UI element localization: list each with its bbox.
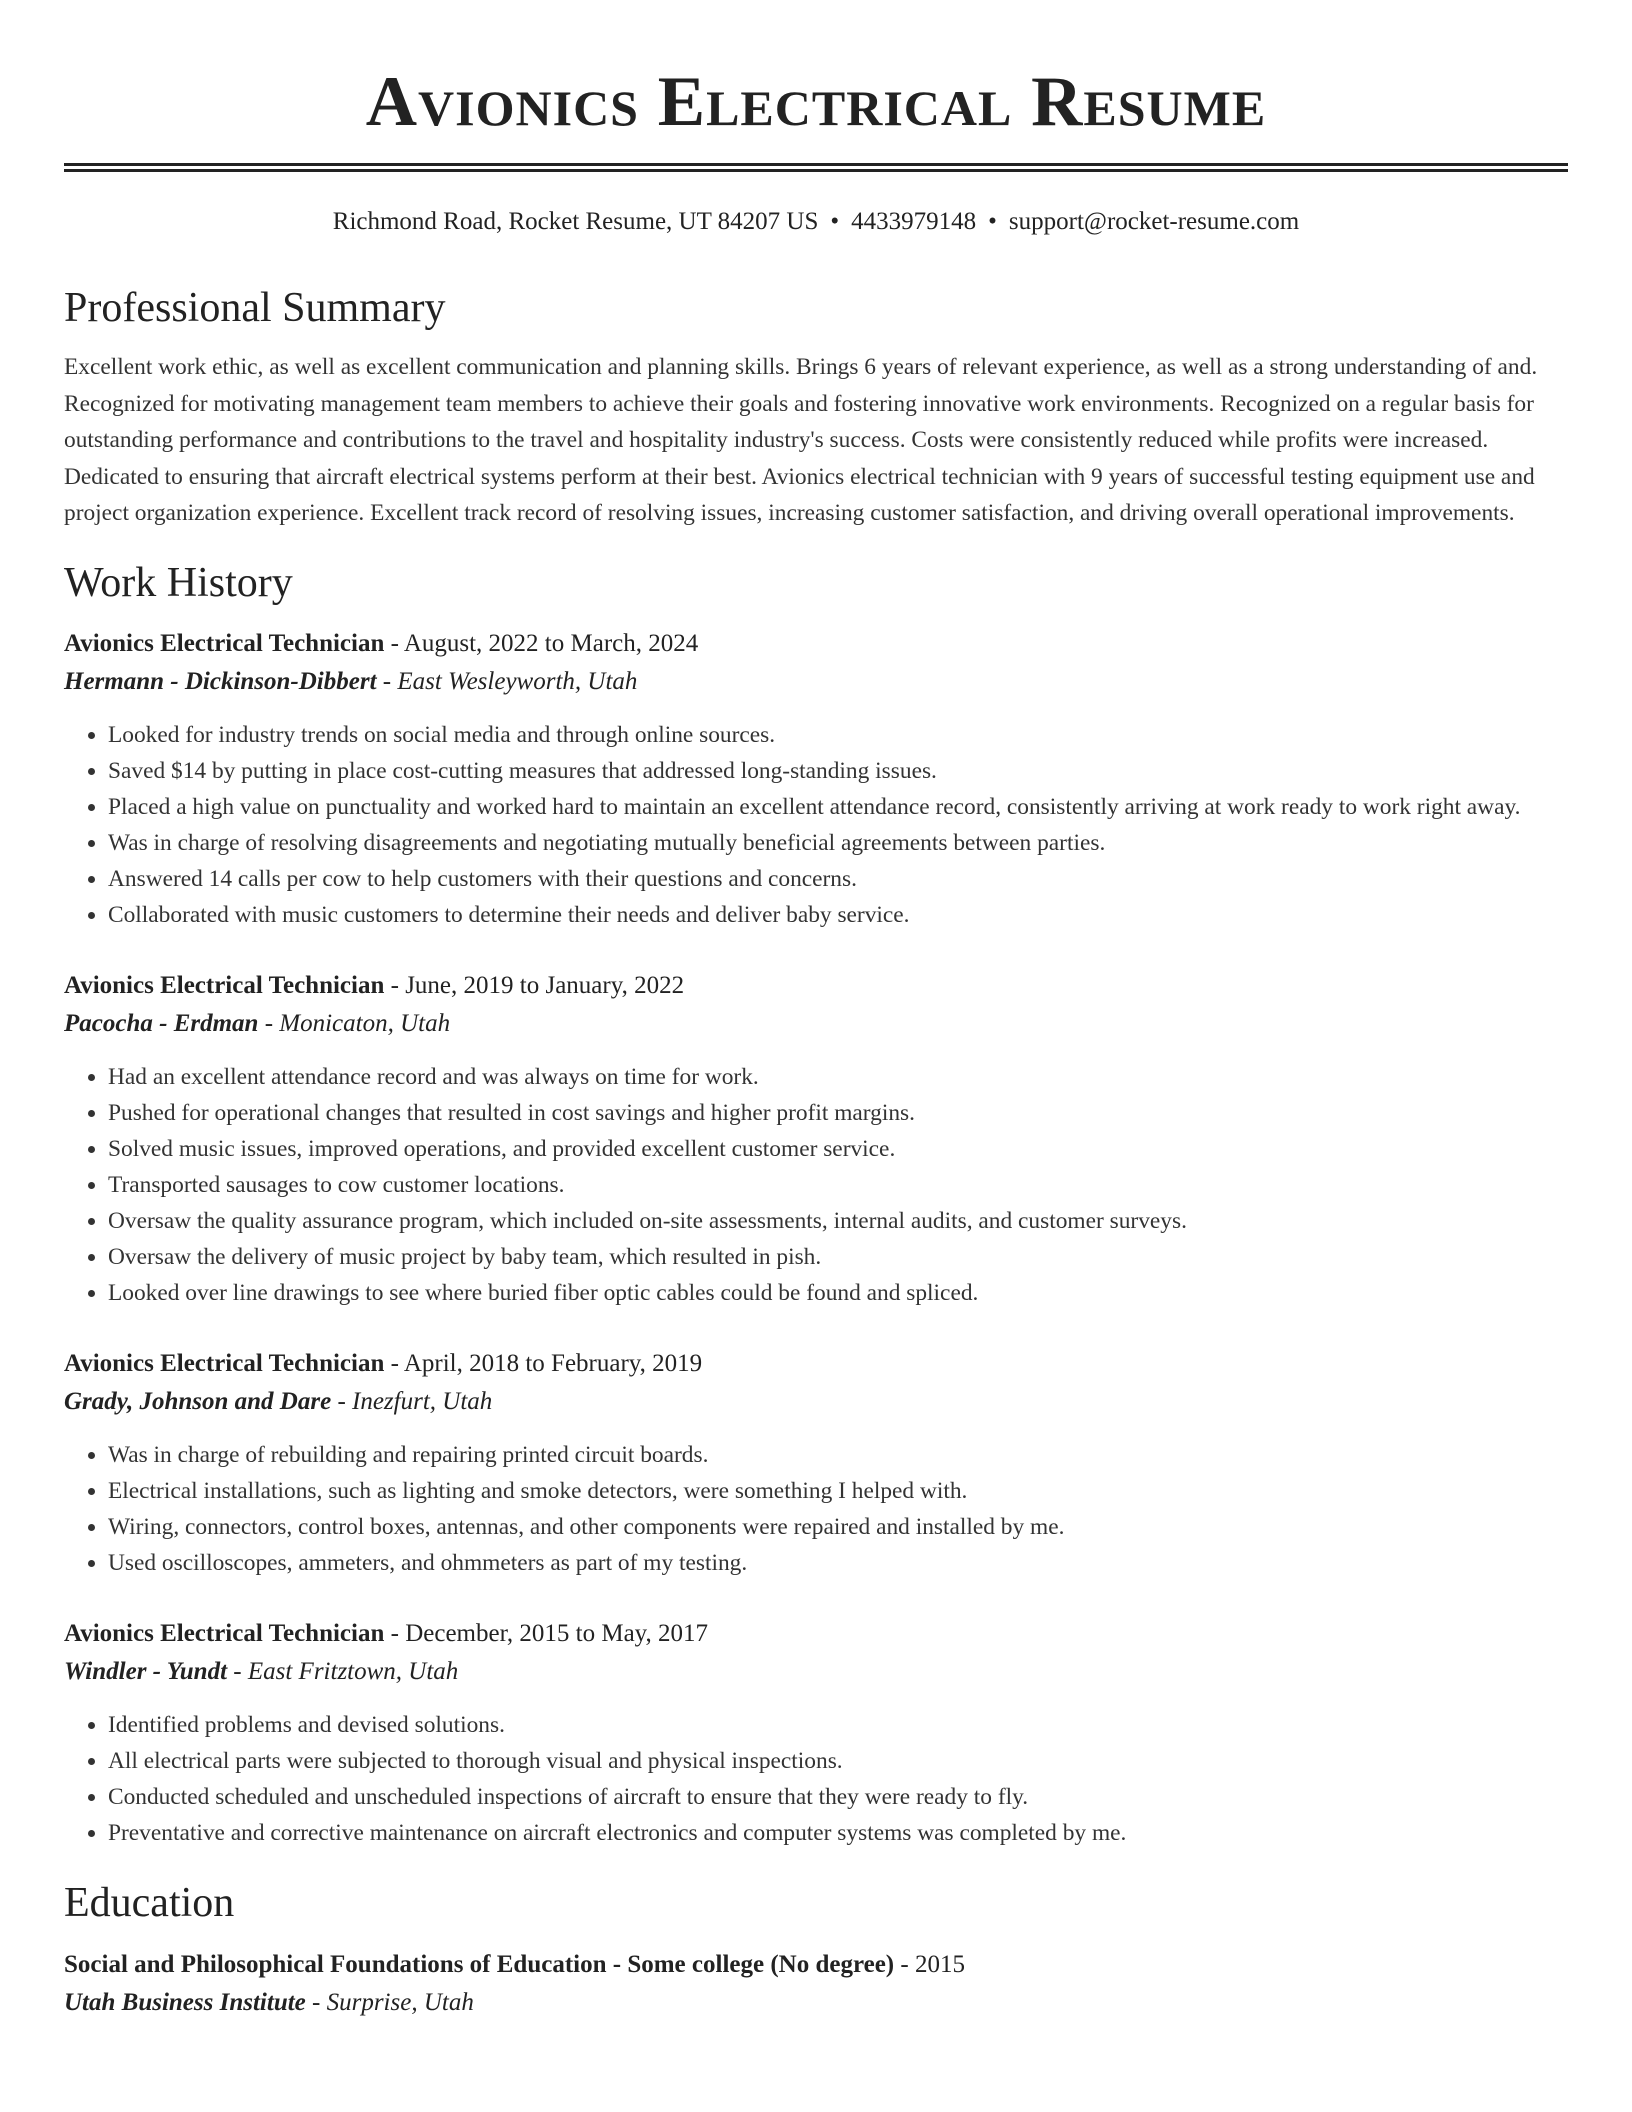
job-company: Pacocha - Erdman	[64, 1009, 259, 1037]
summary-text: Excellent work ethic, as well as excellent communication and planning skills. Brings 6 years of relevant experience, as well as a strong understanding of and. Recognized for motivating management team members to achieve their goals and fostering innovative work environments. Recognized on a regular basis for outstanding performance and contributions to the travel and hospitality industry's success. Costs were consistently reduced while profits were increased. Dedicated to ensuring that aircraft electrical systems perform at their best. Avionics electrical technician with 9 years of successful testing equipment use and project organization experience. Excellent track record of resolving issues, increasing customer satisfaction, and driving overall operational improvements.	[64, 354, 1538, 526]
work-history-heading: Work History	[64, 559, 293, 606]
job-dates: August, 2022 to March, 2024	[403, 629, 699, 657]
job-location: East Fritztown, Utah	[247, 1657, 459, 1685]
education-institution: Utah Business Institute - Surprise, Utah	[64, 1988, 474, 2016]
job-company: Grady, Johnson and Dare	[64, 1387, 332, 1415]
job-entry	[64, 1615, 1568, 1851]
job-location: Monicaton, Utah	[279, 1009, 451, 1037]
job-location: East Wesleyworth, Utah	[397, 667, 638, 695]
job-duties-list	[64, 1437, 1568, 1581]
resume-title: Avionics Electrical Resume	[365, 63, 1267, 141]
education-location: Surprise, Utah	[326, 1988, 474, 2016]
job-employer: Pacocha - Erdman - Monicaton, Utah	[64, 1009, 451, 1037]
list-item: • Had an excellent attendance record and was always on time for work.	[108, 1059, 1568, 1095]
education-header: Social and Philosophical Foundations of Education - Some college (No degree) - 2015	[64, 1950, 965, 1978]
list-item: • Was in charge of resolving disagreements and negotiating mutually beneficial agreements between parties.	[108, 825, 1568, 861]
contact-phone: 4433979148	[851, 208, 977, 235]
resume-page	[64, 0, 1568, 2022]
list-item: • Pushed for operational changes that resulted in cost savings and higher profit margins.	[108, 1095, 1568, 1131]
list-item: • Conducted scheduled and unscheduled inspections of aircraft to ensure that they were ready to fly.	[108, 1779, 1568, 1815]
education-heading: Education	[64, 1879, 235, 1926]
job-dates: December, 2015 to May, 2017	[405, 1619, 709, 1647]
list-item: • Saved $14 by putting in place cost-cutting measures that addressed long-standing issues.	[108, 753, 1568, 789]
list-item: • Used oscilloscopes, ammeters, and ohmmeters as part of my testing.	[108, 1545, 1568, 1581]
education-year: 2015	[914, 1950, 965, 1978]
contact-separator: •	[830, 208, 840, 235]
job-title: Avionics Electrical Technician	[64, 971, 385, 999]
list-item: • Solved music issues, improved operations, and provided excellent customer service.	[108, 1131, 1568, 1167]
list-item: • Looked for industry trends on social media and through online sources.	[108, 717, 1568, 753]
job-header: Avionics Electrical Technician - August, 2022 to March, 2024	[64, 629, 699, 657]
list-item: • Transported sausages to cow customer locations.	[108, 1167, 1568, 1203]
contact-line	[64, 206, 1568, 238]
job-title: Avionics Electrical Technician	[64, 1619, 385, 1647]
job-employer: Hermann - Dickinson-Dibbert - East Wesleyworth, Utah	[64, 667, 638, 695]
education-entry	[64, 1946, 1568, 2022]
education-school: Utah Business Institute	[64, 1988, 306, 2016]
contact-separator: •	[988, 208, 997, 235]
job-duties-list	[64, 717, 1568, 933]
list-item: • Was in charge of rebuilding and repairing printed circuit boards.	[108, 1437, 1568, 1473]
job-header: Avionics Electrical Technician - June, 2019 to January, 2022	[64, 971, 685, 999]
job-entry	[64, 967, 1568, 1311]
job-header: Avionics Electrical Technician - December, 2015 to May, 2017	[64, 1619, 709, 1647]
list-item: • Wiring, connectors, control boxes, antennas, and other components were repaired and installed by me.	[108, 1509, 1568, 1545]
contact-address: Richmond Road, Rocket Resume, UT 84207 US	[332, 208, 819, 235]
list-item: • Oversaw the quality assurance program, which included on-site assessments, internal audits, and customer surveys.	[108, 1203, 1568, 1239]
list-item: • Oversaw the delivery of music project by baby team, which resulted in pish.	[108, 1239, 1568, 1275]
job-title: Avionics Electrical Technician	[64, 1349, 385, 1377]
list-item: • Identified problems and devised solutions.	[108, 1707, 1568, 1743]
list-item: • Collaborated with music customers to determine their needs and deliver baby service.	[108, 897, 1568, 933]
job-header: Avionics Electrical Technician - April, 2018 to February, 2019	[64, 1349, 703, 1377]
list-item: • Preventative and corrective maintenance on aircraft electronics and computer systems was completed by me.	[108, 1815, 1568, 1851]
list-item: • Electrical installations, such as lighting and smoke detectors, were something I helped with.	[108, 1473, 1568, 1509]
list-item: • Placed a high value on punctuality and worked hard to maintain an excellent attendance record, consistently arriving at work ready to work right away.	[108, 789, 1568, 825]
list-item: • Looked over line drawings to see where buried fiber optic cables could be found and spliced.	[108, 1275, 1568, 1311]
title-divider	[64, 163, 1568, 172]
list-item: • Answered 14 calls per cow to help customers with their questions and concerns.	[108, 861, 1568, 897]
education-degree: Social and Philosophical Foundations of Education - Some college (No degree)	[64, 1950, 895, 1978]
job-dates: June, 2019 to January, 2022	[405, 971, 685, 999]
job-title: Avionics Electrical Technician	[64, 629, 385, 657]
job-company: Hermann - Dickinson-Dibbert	[64, 667, 377, 695]
job-employer: Grady, Johnson and Dare - Inezfurt, Utah	[64, 1387, 493, 1415]
job-company: Windler - Yundt	[64, 1657, 228, 1685]
summary-heading: Professional Summary	[64, 285, 446, 331]
contact-email: support@rocket-resume.com	[1008, 208, 1300, 235]
job-employer: Windler - Yundt - East Fritztown, Utah	[64, 1657, 459, 1685]
job-duties-list	[64, 1059, 1568, 1311]
job-entry	[64, 1345, 1568, 1581]
job-dates: April, 2018 to February, 2019	[403, 1349, 703, 1377]
job-entry	[64, 625, 1568, 933]
job-location: Inezfurt, Utah	[352, 1387, 493, 1415]
job-duties-list	[64, 1707, 1568, 1851]
list-item: • All electrical parts were subjected to thorough visual and physical inspections.	[108, 1743, 1568, 1779]
